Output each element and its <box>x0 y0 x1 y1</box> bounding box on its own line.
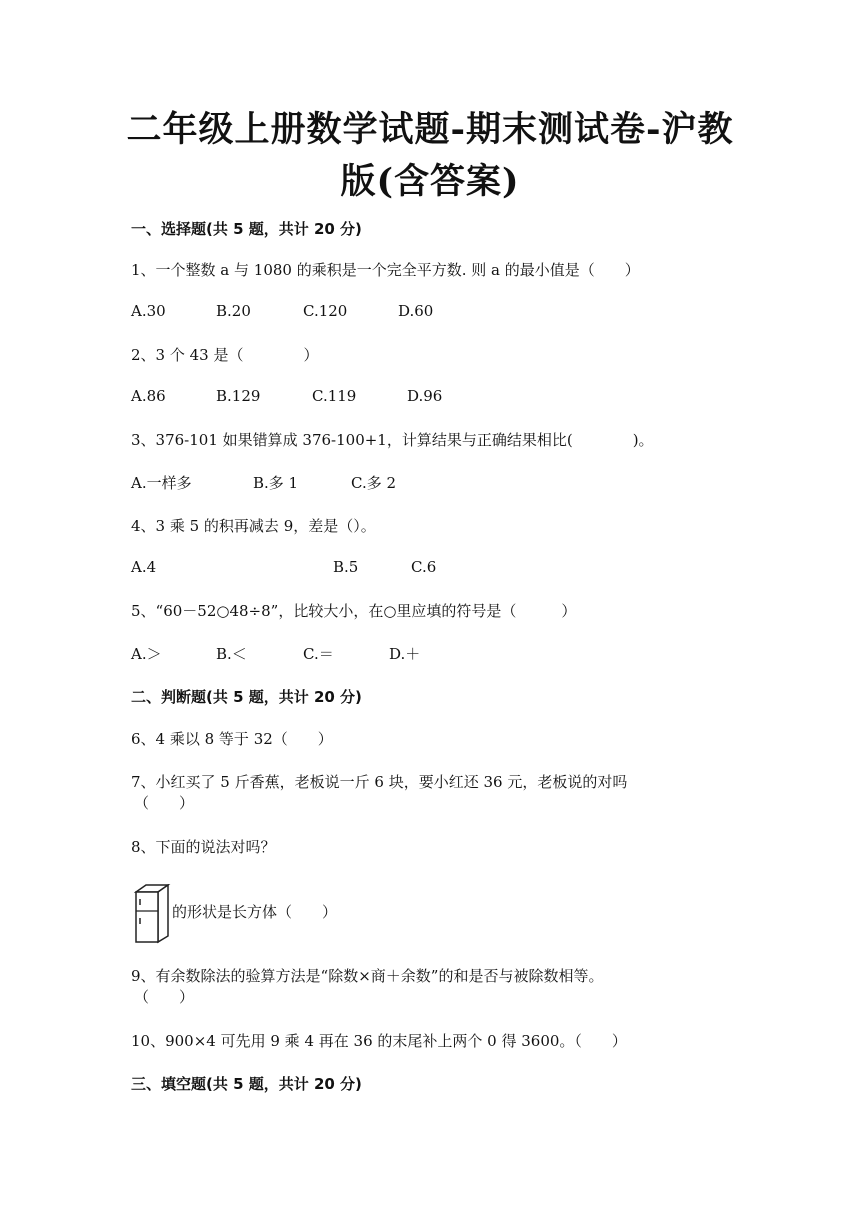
question-10: 10、900×4 可先用 9 乘 4 再在 36 的末尾补上两个 0 得 3600。（ ） <box>131 1032 627 1050</box>
section-heading-choice: 一、选择题(共 5 题，共计 20 分) <box>131 220 362 238</box>
q2-option-d: D.96 <box>407 387 443 405</box>
q3-option-c: C.多 2 <box>351 474 397 492</box>
q4-option-c: C.6 <box>411 558 437 576</box>
question-9-blank: （ ） <box>134 988 195 1006</box>
q1-option-c: C.120 <box>303 302 348 320</box>
q2-option-a: A.86 <box>131 387 166 405</box>
q4-option-b: B.5 <box>333 558 359 576</box>
q5-option-b: B.＜ <box>216 645 247 663</box>
q1-option-b: B.20 <box>216 302 251 320</box>
question-2: 2、3 个 43 是（ ） <box>131 346 319 364</box>
question-7: 7、小红买了 5 斤香蕉，老板说一斤 6 块，要小红还 36 元，老板说的对吗 <box>131 773 628 791</box>
q3-option-a: A.一样多 <box>131 474 192 492</box>
question-5: 5、“60－52○48÷8”，比较大小，在○里应填的符号是（ ） <box>131 602 577 620</box>
q1-option-a: A.30 <box>131 302 166 320</box>
q3-option-b: B.多 1 <box>253 474 299 492</box>
q4-option-a: A.4 <box>131 558 157 576</box>
q2-option-c: C.119 <box>312 387 357 405</box>
q5-option-d: D.＋ <box>389 645 421 663</box>
question-8: 8、下面的说法对吗？ <box>131 838 276 856</box>
document-title-line2: 版(含答案) <box>340 161 520 202</box>
section-heading-fill: 三、填空题(共 5 题，共计 20 分) <box>131 1075 362 1093</box>
q2-option-b: B.129 <box>216 387 261 405</box>
document-title-line1: 二年级上册数学试题-期末测试卷-沪教 <box>126 109 734 150</box>
q5-option-a: A.＞ <box>131 645 162 663</box>
question-4: 4、3 乘 5 的积再减去 9，差是（）。 <box>131 517 376 535</box>
question-8-statement: 的形状是长方体（ ） <box>172 903 338 921</box>
q1-option-d: D.60 <box>398 302 434 320</box>
question-7-blank: （ ） <box>134 794 195 812</box>
question-1: 1、一个整数 a 与 1080 的乘积是一个完全平方数. 则 a 的最小值是（ ） <box>131 261 640 279</box>
refrigerator-icon <box>134 884 172 944</box>
question-6: 6、4 乘以 8 等于 32（ ） <box>131 730 333 748</box>
question-3: 3、376-101 如果错算成 376-100+1，计算结果与正确结果相比( )。 <box>131 431 654 449</box>
q5-option-c: C.＝ <box>303 645 334 663</box>
question-9: 9、有余数除法的验算方法是“除数×商＋余数”的和是否与被除数相等。 <box>131 967 604 985</box>
section-heading-judge: 二、判断题(共 5 题，共计 20 分) <box>131 688 362 706</box>
